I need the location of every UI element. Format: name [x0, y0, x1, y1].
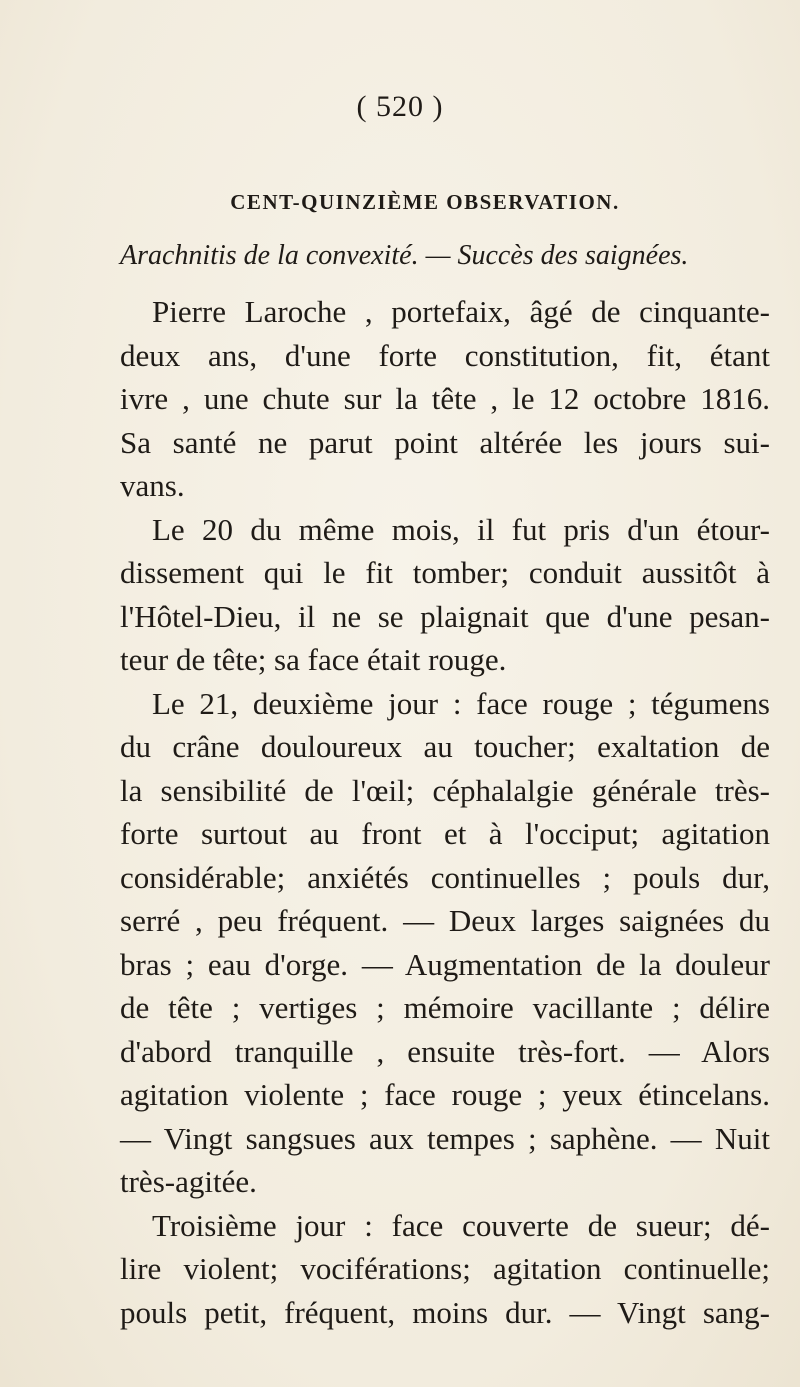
text-line: deux ans, d'une forte constitution, fit, étant — [120, 337, 770, 373]
text-line: ivre , une chute sur la tête , le 12 octobre 1816. — [120, 381, 770, 416]
text-line: Pierre Laroche , portefaix, âgé de cinquante- — [152, 294, 770, 329]
text-line: Sa santé ne parut point altérée les jours sui- — [120, 424, 770, 460]
text-line: pouls petit, fréquent, moins dur. — Vingt sang- — [120, 1294, 770, 1330]
page-number: ( 520 ) — [356, 90, 444, 123]
text-line: serré , peu fréquent. — Deux larges saignées du — [120, 903, 770, 938]
text-line: vans. — [120, 468, 185, 503]
text-line: forte surtout au front et à l'occiput; agitation — [120, 816, 770, 851]
observation-subtitle: Arachnitis de la convexité. — Succès des saignées. — [120, 240, 689, 271]
text-line: Troisième jour : face couverte de sueur; dé- — [152, 1207, 770, 1243]
observation-heading: CENT-QUINZIÈME OBSERVATION. — [230, 190, 620, 214]
text-line: dissement qui le fit tomber; conduit aussitôt à — [120, 555, 770, 590]
text-line: du crâne douloureux au toucher; exaltation de — [120, 729, 770, 764]
text-line: Le 20 du même mois, il fut pris d'un étour- — [152, 511, 770, 547]
text-line: l'Hôtel-Dieu, il ne se plaignait que d'une pesan- — [120, 598, 770, 634]
text-line: Le 21, deuxième jour : face rouge ; tégumens — [152, 685, 770, 721]
text-line: lire violent; vociférations; agitation continuelle; — [120, 1251, 770, 1286]
text-line: agitation violente ; face rouge ; yeux étincelans. — [120, 1077, 770, 1112]
text-line: bras ; eau d'orge. — Augmentation de la douleur — [120, 946, 770, 982]
text-line: teur de tête; sa face était rouge. — [120, 642, 507, 677]
text-line: de tête ; vertiges ; mémoire vacillante ; délire — [120, 990, 770, 1025]
text-line: la sensibilité de l'œil; céphalalgie générale très- — [120, 772, 770, 808]
body-text — [120, 290, 770, 1334]
text-line: d'abord tranquille , ensuite très-fort. — Alors — [120, 1033, 770, 1069]
text-line: considérable; anxiétés continuelles ; pouls dur, — [120, 859, 770, 895]
text-line: — Vingt sangsues aux tempes ; saphène. — Nuit — [120, 1120, 770, 1156]
text-line: très-agitée. — [120, 1164, 257, 1199]
